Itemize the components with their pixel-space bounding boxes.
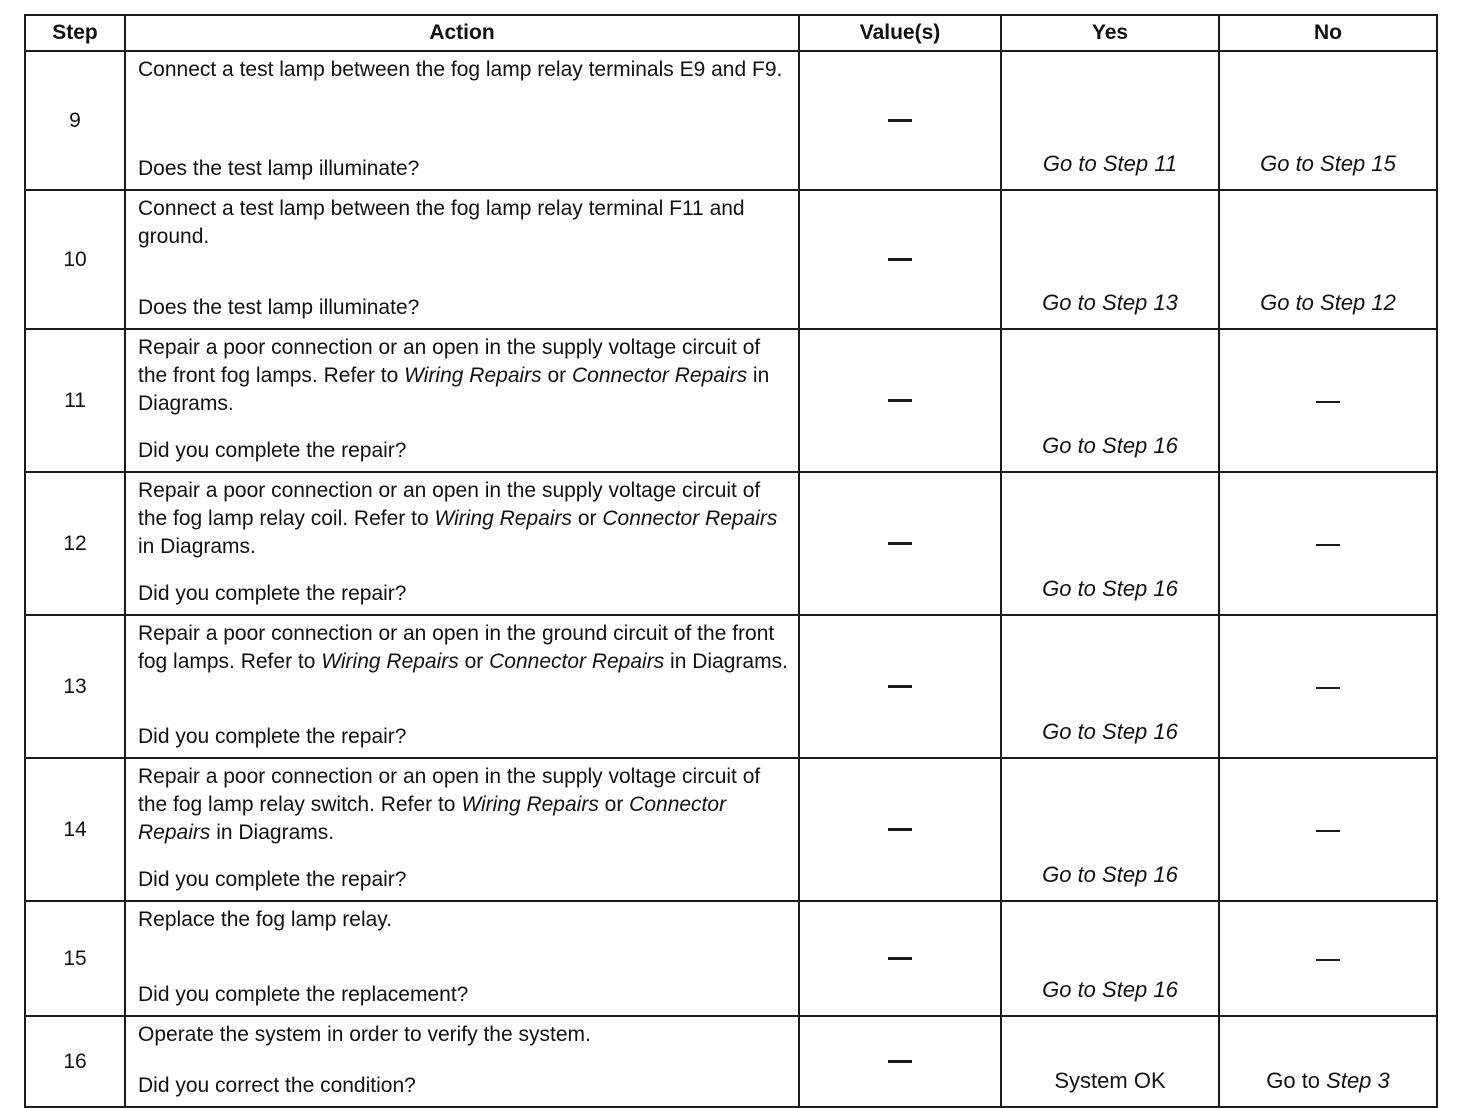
- action-cell: [125, 51, 799, 190]
- step-number: 10: [25, 190, 125, 329]
- dash-mark: [888, 685, 912, 688]
- header-row: [25, 15, 1437, 51]
- no-cell: [1219, 472, 1437, 615]
- yes-goto: Go to Step 16: [1042, 862, 1178, 887]
- action-question: Does the test lamp illuminate?: [138, 157, 420, 180]
- yes-goto: Go to Step 16: [1042, 977, 1178, 1002]
- no-cell: [1219, 190, 1437, 329]
- value-cell: [799, 1016, 1001, 1107]
- value-cell: [799, 758, 1001, 901]
- table-row-step-9: [25, 51, 1437, 190]
- action-question: Does the test lamp illuminate?: [138, 296, 420, 319]
- no-goto: Go to Step 15: [1260, 151, 1396, 176]
- yes-goto: Go to Step 16: [1042, 576, 1178, 601]
- dash-mark: [888, 1060, 912, 1063]
- value-cell: [799, 901, 1001, 1016]
- header-action: Action: [125, 15, 799, 51]
- yes-cell: [1001, 1016, 1219, 1107]
- header-yes: Yes: [1001, 15, 1219, 51]
- connector-repairs-ref: Connector Repairs: [602, 507, 778, 530]
- dash-mark: [888, 399, 912, 402]
- no-cell: Go to Step 3: [1219, 1016, 1437, 1107]
- header-step: Step: [25, 15, 125, 51]
- yes-cell: [1001, 329, 1219, 472]
- value-cell: [799, 190, 1001, 329]
- dash-mark: [1316, 401, 1340, 404]
- yes-cell: [1001, 51, 1219, 190]
- step-number: 16: [25, 1016, 125, 1107]
- table-row-step-11: [25, 329, 1437, 472]
- dash-mark: [1316, 544, 1340, 547]
- table-row-step-12: [25, 472, 1437, 615]
- no-goto: Go to Step 12: [1260, 290, 1396, 315]
- table-row-step-16: [25, 1016, 1437, 1107]
- diagnostic-table: [24, 14, 1438, 1108]
- table-row-step-15: [25, 901, 1437, 1016]
- dash-mark: [888, 828, 912, 831]
- yes-goto: Go to Step 16: [1042, 433, 1178, 458]
- action-cell: [125, 615, 799, 758]
- yes-cell: [1001, 190, 1219, 329]
- value-cell: [799, 615, 1001, 758]
- yes-goto: Go to Step 13: [1042, 290, 1178, 315]
- dash-mark: [1316, 687, 1340, 690]
- no-goto: Step 3: [1326, 1068, 1390, 1093]
- dash-mark: [1316, 830, 1340, 833]
- no-cell: [1219, 615, 1437, 758]
- action-question: Did you complete the repair?: [138, 582, 407, 605]
- table-row-step-10: [25, 190, 1437, 329]
- action-cell: [125, 901, 799, 1016]
- value-cell: [799, 329, 1001, 472]
- action-text: Connect a test lamp between the fog lamp relay terminal F11 and ground.: [138, 197, 745, 248]
- yes-goto: Go to Step 16: [1042, 719, 1178, 744]
- no-cell: [1219, 51, 1437, 190]
- yes-cell: [1001, 901, 1219, 1016]
- yes-cell: [1001, 758, 1219, 901]
- yes-cell: [1001, 472, 1219, 615]
- system-ok-text: System OK: [1054, 1068, 1166, 1093]
- step-number: 13: [25, 615, 125, 758]
- dash-mark: [888, 542, 912, 545]
- action-text: Repair a poor connection or an open in the supply voltage circuit of the front fog lamps. Refer to Wiring Repairs or Connector Repairs in Diagrams.: [138, 336, 770, 415]
- header-values: Value(s): [799, 15, 1001, 51]
- step-number: 14: [25, 758, 125, 901]
- dash-mark: [888, 957, 912, 960]
- action-text: Replace the fog lamp relay.: [138, 908, 393, 931]
- action-question: Did you complete the repair?: [138, 725, 407, 748]
- yes-cell: [1001, 615, 1219, 758]
- dash-mark: [1316, 959, 1340, 962]
- dash-mark: [888, 258, 912, 261]
- action-text: Operate the system in order to verify the system.: [138, 1023, 591, 1046]
- action-cell: [125, 472, 799, 615]
- action-text: Connect a test lamp between the fog lamp relay terminals E9 and F9.: [138, 58, 783, 81]
- action-question: Did you complete the repair?: [138, 439, 407, 462]
- wiring-repairs-ref: Wiring Repairs: [461, 793, 599, 816]
- table-row-step-14: [25, 758, 1437, 901]
- no-cell: [1219, 329, 1437, 472]
- action-text: Repair a poor connection or an open in the supply voltage circuit of the fog lamp relay coil. Refer to Wiring Repairs or Connector Repairs in Diagrams.: [138, 479, 778, 558]
- connector-repairs-ref: Connector Repairs: [572, 364, 748, 387]
- action-cell: [125, 758, 799, 901]
- value-cell: [799, 51, 1001, 190]
- step-number: 9: [25, 51, 125, 190]
- value-cell: [799, 472, 1001, 615]
- action-question: Did you complete the repair?: [138, 868, 407, 891]
- action-question: Did you complete the replacement?: [138, 983, 469, 1006]
- action-question: Did you correct the condition?: [138, 1074, 416, 1097]
- step-number: 12: [25, 472, 125, 615]
- wiring-repairs-ref: Wiring Repairs: [321, 650, 459, 673]
- yes-goto: Go to Step 11: [1042, 151, 1178, 176]
- wiring-repairs-ref: Wiring Repairs: [434, 507, 572, 530]
- action-cell: [125, 329, 799, 472]
- dash-mark: [888, 119, 912, 122]
- table-row-step-13: [25, 615, 1437, 758]
- step-number: 11: [25, 329, 125, 472]
- connector-repairs-ref: Connector Repairs: [138, 793, 727, 844]
- no-cell: [1219, 901, 1437, 1016]
- connector-repairs-ref: Connector Repairs: [489, 650, 665, 673]
- no-cell: [1219, 758, 1437, 901]
- action-cell: [125, 190, 799, 329]
- action-text: Repair a poor connection or an open in the ground circuit of the front fog lamps. Refer to Wiring Repairs or Connector Repairs in Diagrams.: [138, 622, 788, 673]
- step-number: 15: [25, 901, 125, 1016]
- wiring-repairs-ref: Wiring Repairs: [404, 364, 542, 387]
- header-no: No: [1219, 15, 1437, 51]
- action-cell: [125, 1016, 799, 1107]
- action-text: Repair a poor connection or an open in the supply voltage circuit of the fog lamp relay switch. Refer to Wiring Repairs or Connector Repairs in Diagrams.: [138, 765, 761, 844]
